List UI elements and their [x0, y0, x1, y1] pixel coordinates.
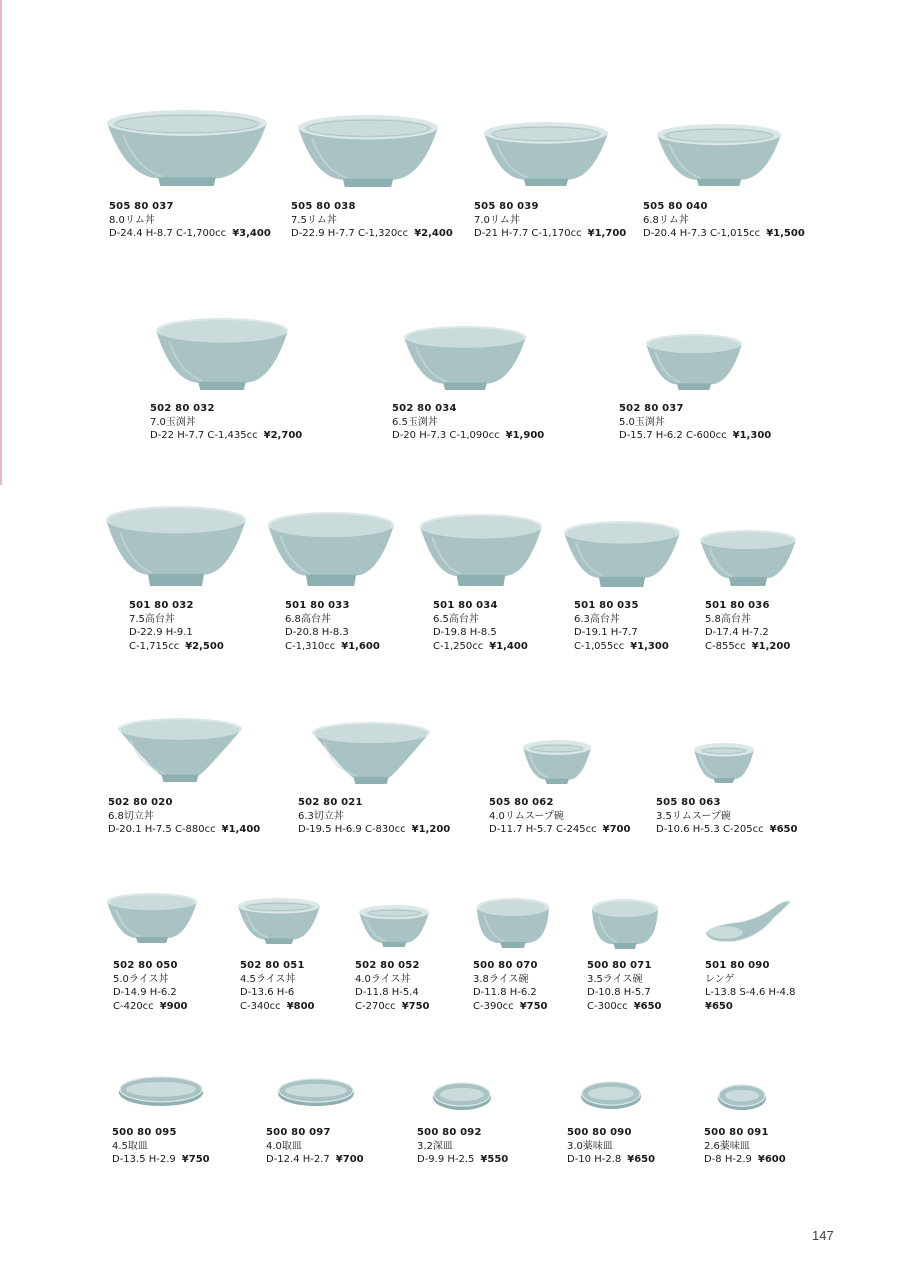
product-spec: D-10 H-2.8: [567, 1154, 622, 1165]
bowl-image: [359, 905, 429, 947]
product-caption: [704, 1126, 786, 1167]
product-caption: [705, 959, 796, 1013]
product-name: 7.5リム丼: [291, 214, 337, 226]
product-caption: [113, 959, 188, 1013]
product-capacity: C-300cc: [587, 1000, 628, 1012]
product-spec: D-22.9 H-9.1: [129, 627, 193, 638]
product-caption: [656, 796, 797, 837]
product-caption: [474, 200, 626, 241]
product-code: 505 80 062: [489, 797, 554, 808]
product-price: ¥1,300: [732, 430, 772, 441]
product-price: ¥650: [705, 1000, 733, 1012]
product-capacity: C-1,715cc: [129, 640, 180, 652]
product-code: 505 80 039: [474, 201, 539, 212]
bowl-image: [477, 898, 549, 948]
product-code: 501 80 033: [285, 600, 350, 611]
product-price: ¥650: [627, 1154, 656, 1165]
product-spec: D-11.8 H-6.2: [473, 987, 537, 998]
product-spec: D-13.6 H-6: [240, 987, 295, 998]
product-price: ¥750: [401, 1000, 430, 1012]
product-spec: D-11.7 H-5.7 C-245cc: [489, 824, 597, 835]
product-spec: D-9.9 H-2.5: [417, 1154, 475, 1165]
product-capacity: C-390cc: [473, 1000, 514, 1012]
product-price: ¥1,300: [630, 640, 669, 652]
product-price: ¥550: [480, 1154, 509, 1165]
bowl-image: [107, 110, 267, 186]
product-spec: D-14.9 H-6.2: [113, 987, 177, 998]
bowl-image: [420, 514, 542, 586]
product-name: 7.5高台丼: [129, 613, 175, 625]
product-name: 7.0リム丼: [474, 214, 520, 226]
product-caption: [643, 200, 805, 241]
bowl-image: [107, 893, 197, 943]
product-name: 6.5高台丼: [433, 613, 479, 625]
product-caption: [574, 599, 669, 653]
product-price: ¥1,700: [587, 228, 627, 239]
product-price: ¥2,700: [263, 430, 303, 441]
product-spec: D-15.7 H-6.2 C-600cc: [619, 430, 727, 441]
product-price: ¥650: [769, 824, 798, 835]
product-name: 6.8リム丼: [643, 214, 689, 226]
product-caption: [112, 1126, 210, 1167]
product-code: 500 80 092: [417, 1127, 482, 1138]
product-price: ¥1,900: [505, 430, 545, 441]
bowl-image: [118, 718, 242, 782]
product-capacity: C-340cc: [240, 1000, 281, 1012]
product-spec: D-10.8 H-5.7: [587, 987, 651, 998]
bowl-image: [268, 512, 394, 586]
product-capacity: C-1,310cc: [285, 640, 336, 652]
product-caption: [587, 959, 662, 1013]
bowl-image: [523, 740, 591, 784]
bowl-image: [592, 899, 658, 949]
product-name: 3.5ライス碗: [587, 973, 643, 985]
product-price: ¥2,500: [185, 640, 224, 652]
bowl-image: [700, 530, 796, 586]
product-spec: D-21 H-7.7 C-1,170cc: [474, 228, 582, 239]
product-caption: [489, 796, 630, 837]
product-code: 501 80 034: [433, 600, 498, 611]
bowl-image: [484, 122, 608, 186]
product-code: 502 80 032: [150, 403, 215, 414]
product-price: ¥600: [757, 1154, 786, 1165]
product-spec: D-20.1 H-7.5 C-880cc: [108, 824, 216, 835]
product-code: 505 80 038: [291, 201, 356, 212]
product-code: 500 80 090: [567, 1127, 632, 1138]
product-spec: D-22.9 H-7.7 C-1,320cc: [291, 228, 409, 239]
plate-image: [433, 1081, 491, 1111]
spoon-image: [704, 898, 792, 946]
product-spec: D-11.8 H-5.4: [355, 987, 419, 998]
product-code: 500 80 097: [266, 1127, 331, 1138]
product-spec: D-22 H-7.7 C-1,435cc: [150, 430, 258, 441]
page-number: 147: [812, 1228, 834, 1243]
product-caption: [150, 402, 302, 443]
product-name: 6.8高台丼: [285, 613, 331, 625]
product-name: レンゲ: [705, 973, 735, 985]
plate-image: [581, 1080, 641, 1110]
product-spec: D-13.5 H-2.9: [112, 1154, 176, 1165]
product-name: 5.8高台丼: [705, 613, 751, 625]
product-caption: [473, 959, 548, 1013]
product-name: 4.5取皿: [112, 1140, 148, 1152]
bowl-image: [646, 334, 742, 390]
plate-image: [718, 1083, 766, 1111]
product-caption: [417, 1126, 508, 1167]
product-code: 501 80 090: [705, 960, 770, 971]
product-name: 6.3切立丼: [298, 810, 344, 822]
product-code: 502 80 021: [298, 797, 363, 808]
product-caption: [129, 599, 224, 653]
product-name: 7.0玉渕丼: [150, 416, 196, 428]
product-name: 4.0ライス丼: [355, 973, 411, 985]
product-caption: [109, 200, 271, 241]
product-code: 500 80 091: [704, 1127, 769, 1138]
product-price: ¥1,600: [341, 640, 380, 652]
product-code: 500 80 071: [587, 960, 652, 971]
product-price: ¥3,400: [232, 228, 271, 239]
product-spec: D-20.4 H-7.3 C-1,015cc: [643, 228, 761, 239]
product-code: 500 80 070: [473, 960, 538, 971]
product-capacity: C-855cc: [705, 640, 746, 652]
product-name: 4.0取皿: [266, 1140, 302, 1152]
product-price: ¥1,200: [411, 824, 451, 835]
product-caption: [392, 402, 544, 443]
product-name: 8.0リム丼: [109, 214, 155, 226]
product-price: ¥800: [286, 1000, 315, 1012]
product-spec: D-19.1 H-7.7: [574, 627, 638, 638]
product-caption: [266, 1126, 364, 1167]
product-price: ¥1,500: [766, 228, 805, 239]
product-code: 502 80 037: [619, 403, 684, 414]
product-name: 3.2深皿: [417, 1140, 453, 1152]
product-price: ¥900: [159, 1000, 188, 1012]
plate-image: [119, 1075, 203, 1107]
product-price: ¥750: [519, 1000, 548, 1012]
product-price: ¥2,400: [414, 228, 453, 239]
product-price: ¥1,200: [751, 640, 791, 652]
product-name: 2.6薬味皿: [704, 1140, 750, 1152]
product-price: ¥1,400: [489, 640, 528, 652]
product-caption: [567, 1126, 655, 1167]
page-edge-accent-line: [0, 0, 2, 485]
product-name: 6.8切立丼: [108, 810, 154, 822]
product-capacity: C-270cc: [355, 1000, 396, 1012]
product-caption: [705, 599, 790, 653]
bowl-image: [156, 318, 288, 390]
product-code: 502 80 051: [240, 960, 305, 971]
bowl-image: [657, 124, 781, 186]
product-code: 502 80 050: [113, 960, 178, 971]
product-code: 505 80 037: [109, 201, 174, 212]
product-code: 500 80 095: [112, 1127, 177, 1138]
product-caption: [298, 796, 450, 837]
product-caption: [433, 599, 528, 653]
bowl-image: [238, 898, 320, 944]
product-name: 5.0玉渕丼: [619, 416, 665, 428]
product-price: ¥650: [633, 1000, 662, 1012]
bowl-image: [564, 521, 680, 587]
bowl-image: [106, 506, 246, 586]
product-spec: L-13.8 S-4.6 H-4.8: [705, 987, 796, 998]
product-spec: D-20.8 H-8.3: [285, 627, 349, 638]
bowl-image: [312, 722, 430, 784]
product-caption: [619, 402, 771, 443]
product-code: 501 80 032: [129, 600, 194, 611]
product-capacity: C-1,055cc: [574, 640, 625, 652]
bowl-image: [298, 115, 438, 187]
product-caption: [240, 959, 315, 1013]
product-name: 6.3高台丼: [574, 613, 620, 625]
product-price: ¥700: [335, 1154, 364, 1165]
product-spec: D-19.5 H-6.9 C-830cc: [298, 824, 406, 835]
product-code: 502 80 034: [392, 403, 457, 414]
plate-image: [278, 1077, 354, 1107]
product-caption: [285, 599, 380, 653]
product-spec: D-19.8 H-8.5: [433, 627, 497, 638]
product-code: 502 80 020: [108, 797, 173, 808]
product-spec: D-12.4 H-2.7: [266, 1154, 330, 1165]
product-spec: D-20 H-7.3 C-1,090cc: [392, 430, 500, 441]
product-name: 5.0ライス丼: [113, 973, 169, 985]
bowl-image: [404, 326, 526, 390]
product-spec: D-17.4 H-7.2: [705, 627, 769, 638]
product-name: 4.5ライス丼: [240, 973, 296, 985]
product-name: 3.0薬味皿: [567, 1140, 613, 1152]
product-caption: [291, 200, 453, 241]
product-name: 3.5リムスープ碗: [656, 810, 731, 822]
product-name: 4.0リムスープ碗: [489, 810, 564, 822]
product-price: ¥1,400: [221, 824, 261, 835]
bowl-image: [694, 743, 754, 783]
product-code: 501 80 035: [574, 600, 639, 611]
product-price: ¥750: [181, 1154, 210, 1165]
product-spec: D-24.4 H-8.7 C-1,700cc: [109, 228, 227, 239]
product-capacity: C-420cc: [113, 1000, 154, 1012]
product-spec: D-10.6 H-5.3 C-205cc: [656, 824, 764, 835]
product-caption: [355, 959, 430, 1013]
product-code: 502 80 052: [355, 960, 420, 971]
product-code: 501 80 036: [705, 600, 770, 611]
product-caption: [108, 796, 260, 837]
product-spec: D-8 H-2.9: [704, 1154, 752, 1165]
product-name: 6.5玉渕丼: [392, 416, 438, 428]
product-code: 505 80 040: [643, 201, 708, 212]
product-capacity: C-1,250cc: [433, 640, 484, 652]
product-name: 3.8ライス碗: [473, 973, 529, 985]
product-code: 505 80 063: [656, 797, 721, 808]
product-price: ¥700: [602, 824, 631, 835]
